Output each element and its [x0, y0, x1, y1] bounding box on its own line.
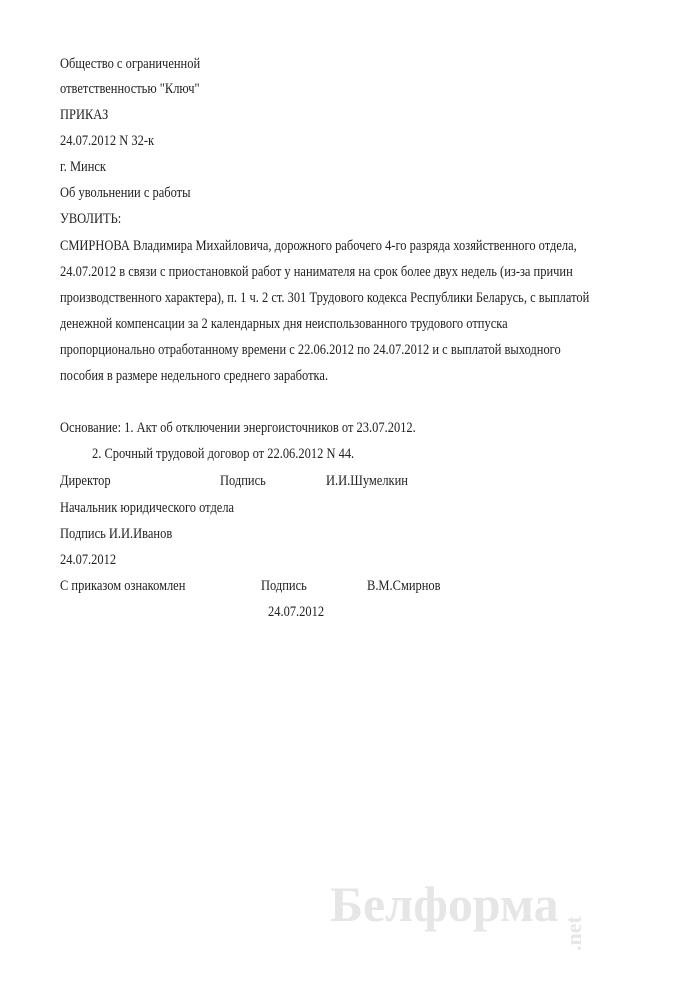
order-title: ПРИКАЗ [60, 107, 109, 123]
acknowledged-label: С приказом ознакомлен [60, 578, 186, 594]
body-line: пропорционально отработанному времени с 22.06.2012 по 24.07.2012 и с выплатой выходного [60, 342, 561, 358]
order-directive: УВОЛИТЬ: [60, 211, 122, 227]
acknowledged-name: В.М.Смирнов [367, 578, 441, 594]
legal-date: 24.07.2012 [60, 552, 117, 568]
acknowledged-signature: Подпись [261, 578, 307, 594]
order-date-number: 24.07.2012 N 32-к [60, 133, 155, 149]
body-line: денежной компенсации за 2 календарных дня неиспользованного трудового отпуска [60, 316, 508, 332]
body-line: производственного характера), п. 1 ч. 2 ст. 301 Трудового кодекса Республики Беларусь, с выплатой [60, 290, 590, 306]
basis-item-2: 2. Срочный трудовой договор от 22.06.2012 N 44. [92, 446, 355, 462]
basis-item-1: Основание: 1. Акт об отключении энергоисточников от 23.07.2012. [60, 420, 416, 436]
org-name-line2: ответственностью "Ключ" [60, 81, 200, 97]
director-signature: Подпись [220, 473, 266, 489]
watermark-logo [330, 874, 594, 951]
body-line: пособия в размере недельного среднего заработка. [60, 368, 329, 384]
director-name: И.И.Шумелкин [326, 473, 408, 489]
watermark-main: Белформа [330, 876, 559, 932]
order-city: г. Минск [60, 159, 106, 175]
org-name-line1: Общество с ограниченной [60, 56, 201, 72]
body-line: 24.07.2012 в связи с приостановкой работ у нанимателя на срок более двух недель (из-за причин [60, 264, 573, 280]
body-line: СМИРНОВА Владимира Михайловича, дорожного рабочего 4-го разряда хозяйственного отдела, [60, 238, 577, 254]
acknowledged-date: 24.07.2012 [268, 604, 325, 620]
order-subject: Об увольнении с работы [60, 185, 191, 201]
legal-position: Начальник юридического отдела [60, 500, 235, 516]
watermark-suffix: .net [560, 916, 586, 951]
legal-signature-name: Подпись И.И.Иванов [60, 526, 173, 542]
director-position: Директор [60, 473, 111, 489]
